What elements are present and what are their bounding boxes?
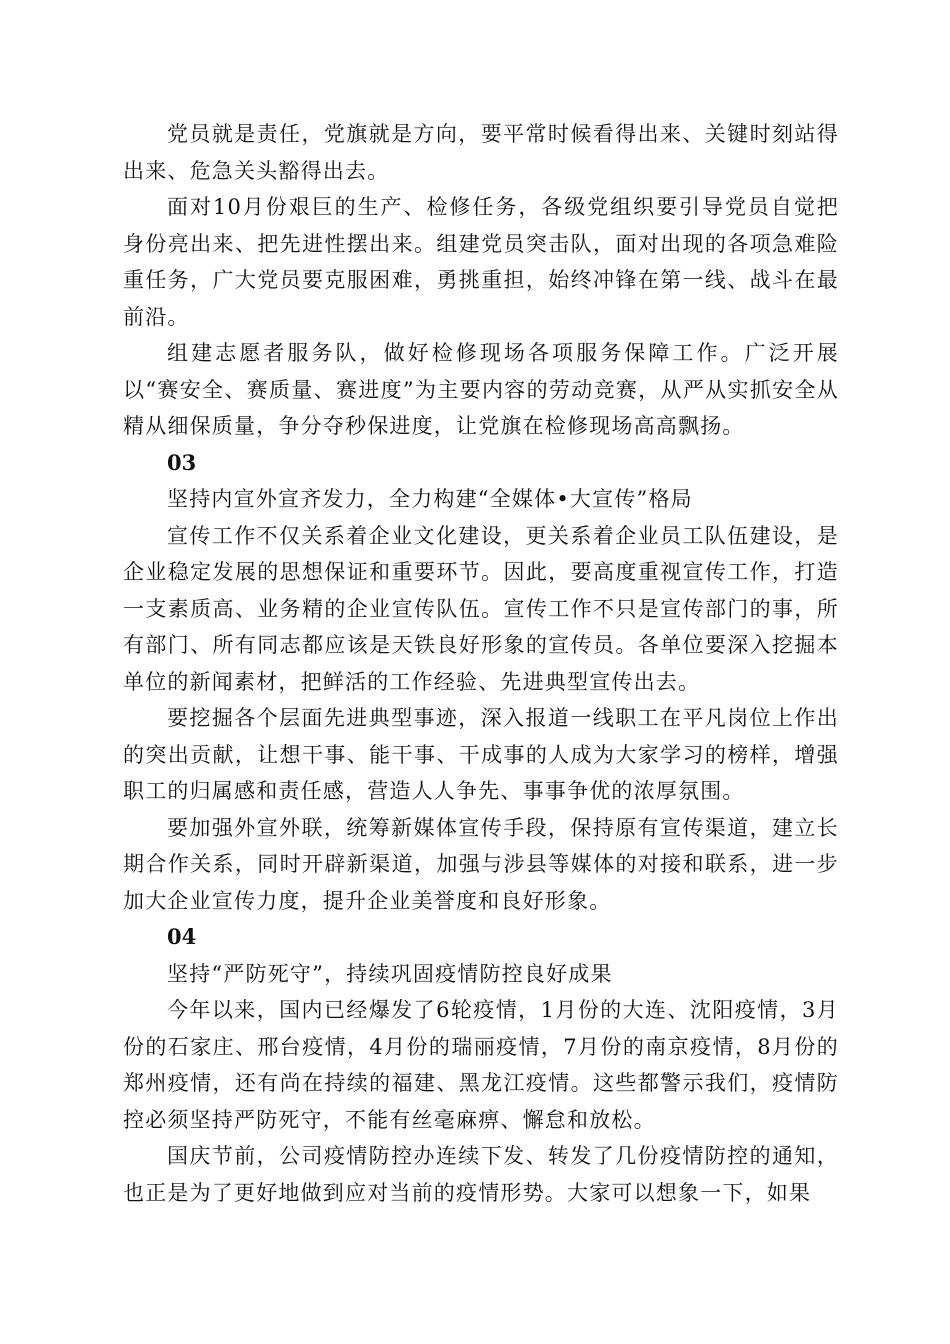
paragraph: 组建志愿者服务队，做好检修现场各项服务保障工作。广泛开展以“赛安全、赛质量、赛进度”为主要内容的劳动竞赛，从严从实抓安全从精从细保质量，争分夺秒保进度，让党旗在检修现场高高飘扬。 [123,341,839,438]
section-number: 03 [167,449,197,475]
document-body [123,116,839,1211]
paragraph: 宣传工作不仅关系着企业文化建设，更关系着企业员工队伍建设，是企业稳定发展的思想保证和重要环节。因此，要高度重视宣传工作，打造一支素质高、业务精的企业宣传队伍。宣传工作不只是宣传部门的事，所有部门、所有同志都应该是天铁良好形象的宣传员。各单位要深入挖掘本单位的新闻素材，把鲜活的工作经验、先进典型宣传出去。 [123,523,839,694]
paragraph: 要加强外宣外联，统筹新媒体宣传手段，保持原有宣传渠道，建立长期合作关系，同时开辟新渠道，加强与涉县等媒体的对接和联系，进一步加大企业宣传力度，提升企业美誉度和良好形象。 [123,815,839,913]
section-title: 坚持内宣外宣齐发力，全力构建“全媒体•大宣传”格局 [167,487,693,511]
section-number: 04 [167,924,197,949]
paragraph: 国庆节前，公司疫情防控办连续下发、转发了几份疫情防控的通知，也正是为了更好地做到应对当前的疫情形势。大家可以想象一下，如果 [123,1144,839,1205]
section-title: 坚持“严防死守”，持续巩固疫情防控良好成果 [167,961,613,986]
paragraph: 今年以来，国内已经爆发了6轮疫情，1月份的大连、沈阳疫情，3月份的石家庄、邢台疫情，4月份的瑞丽疫情，7月份的南京疫情，8月份的郑州疫情，还有尚在持续的福建、黑龙江疫情。这些都警示我们，疫情防控必须坚持严防死守，不能有丝毫麻痹、懈怠和放松。 [123,998,839,1132]
paragraph: 面对10月份艰巨的生产、检修任务，各级党组织要引导党员自觉把身份亮出来、把先进性摆出来。组建党员突击队，面对出现的各项急难险重任务，广大党员要克服困难，勇挑重担，始终冲锋在第一线、战斗在最前沿。 [123,195,839,329]
paragraph: 党员就是责任，党旗就是方向，要平常时候看得出来、关键时刻站得出来、危急关头豁得出去。 [123,122,839,183]
paragraph: 要挖掘各个层面先进典型事迹，深入报道一线职工在平凡岗位上作出的突出贡献，让想干事、能干事、干成事的人成为大家学习的榜样，增强职工的归属感和责任感，营造人人争先、事事争优的浓厚氛围。 [123,706,839,803]
